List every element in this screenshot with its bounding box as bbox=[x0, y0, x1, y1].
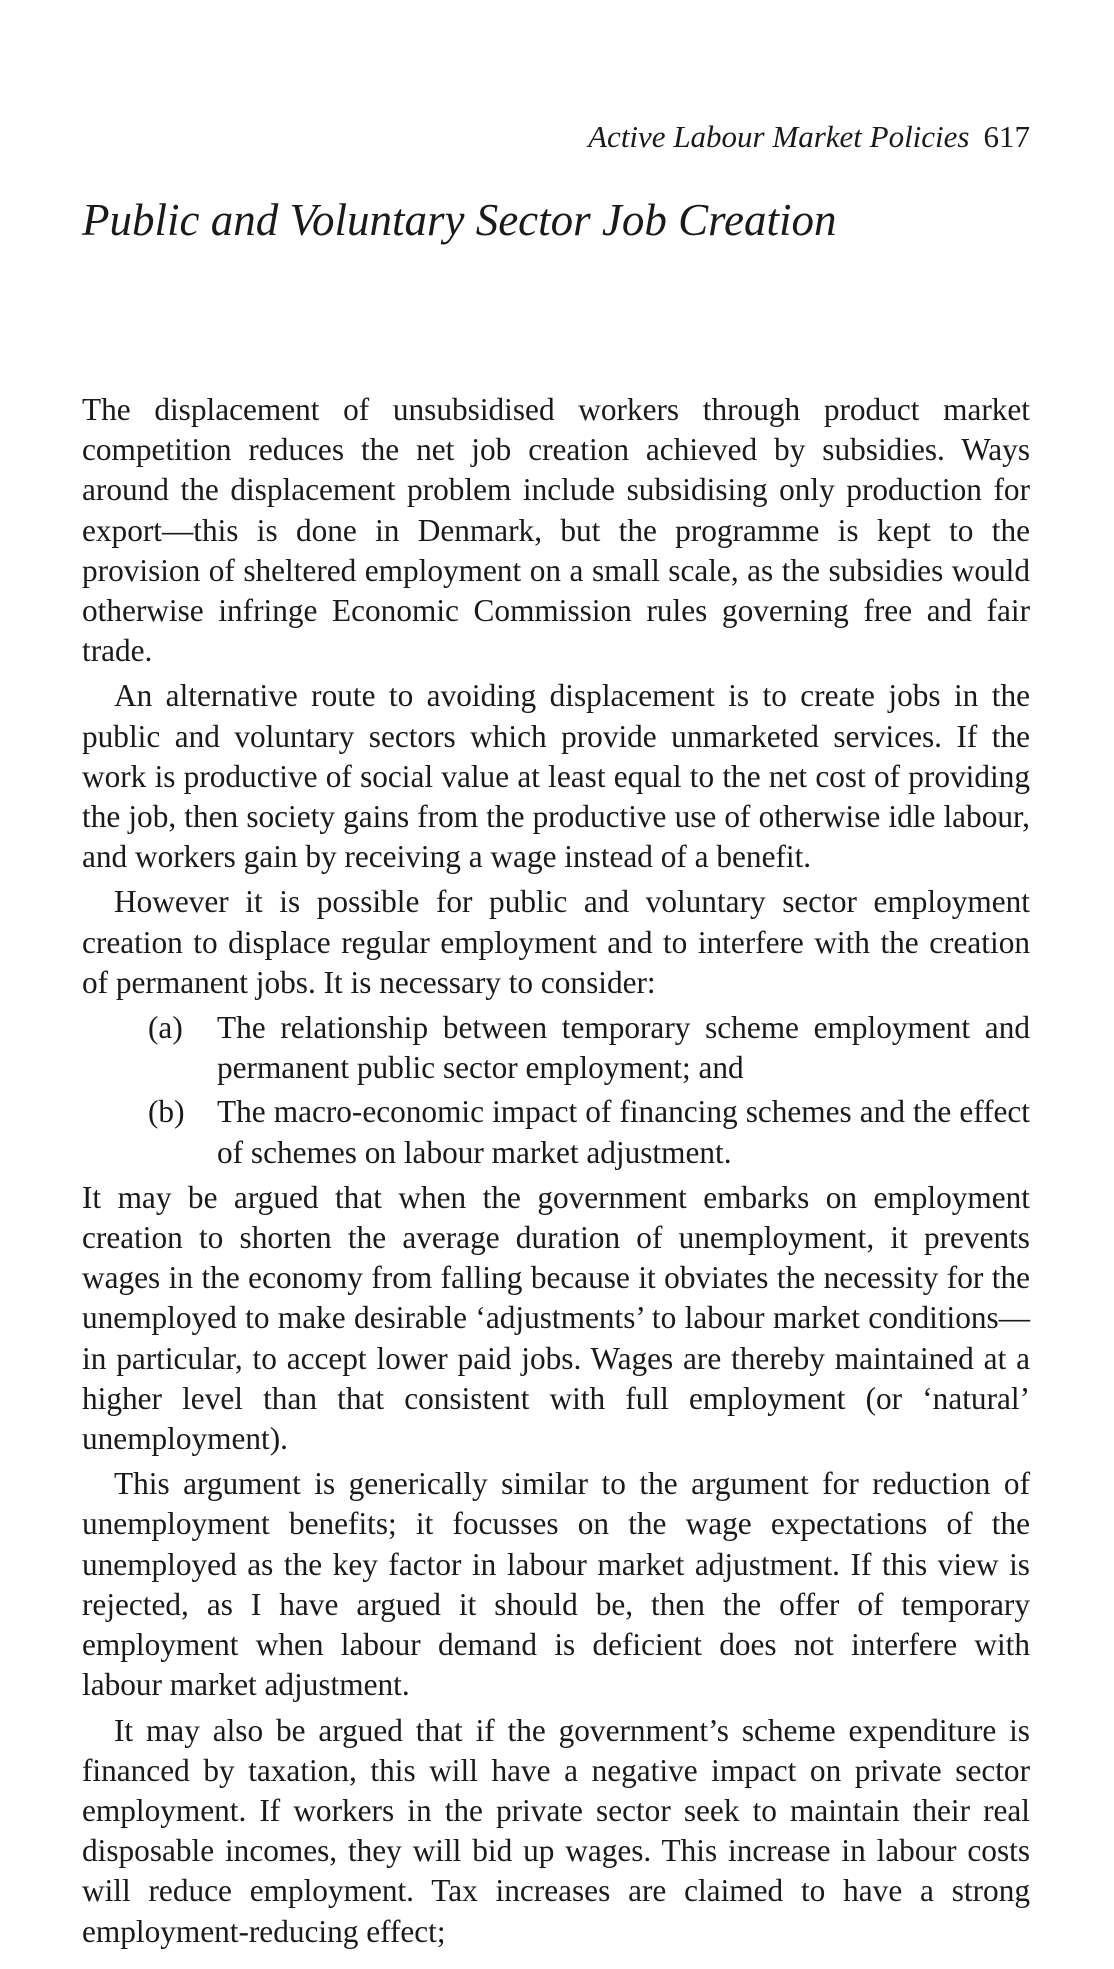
paragraph: An alternative route to avoiding displacement is to create jobs in the public and voluntary sectors which provide unmarketed services. If the work is productive of social value at least equal to the net cost of providing the job, then society gains from the productive use of otherwise idle labour, and workers gain by receiving a wage instead of a benefit. bbox=[82, 678, 1030, 875]
section-heading: Public and Voluntary Sector Job Creation bbox=[82, 195, 837, 245]
page-number: 617 bbox=[983, 119, 1030, 154]
considerations-list bbox=[82, 1008, 1030, 1173]
paragraph: It may also be argued that if the government’s scheme expenditure is financed by taxation, this will have a negative impact on private sector employment. If workers in the private sector seek to maintain their real disposable incomes, they will bid up wages. This increase in labour costs will reduce employment. Tax increases are claimed to have a strong employment-reducing effect; bbox=[82, 1712, 1030, 1949]
list-item-text: The relationship between temporary scheme employment and permanent public sector employment; and bbox=[217, 1010, 1030, 1086]
list-item bbox=[82, 1092, 1030, 1172]
list-item-text: The macro-economic impact of financing schemes and the effect of schemes on labour market adjustment. bbox=[217, 1094, 1030, 1170]
running-head-title: Active Labour Market Policies bbox=[588, 119, 970, 154]
list-item-marker: (a) bbox=[148, 1010, 183, 1046]
body-text bbox=[82, 390, 1030, 1957]
paragraph: However it is possible for public and voluntary sector employment creation to displace regular employment and to interfere with the creation of permanent jobs. It is necessary to consider: bbox=[82, 884, 1030, 1000]
paragraph: This argument is generically similar to the argument for reduction of unemployment benefits; it focusses on the wage expectations of the unemployed as the key factor in labour market adjustment. If this view is rejected, as I have argued it should be, then the offer of temporary employment when labour demand is deficient does not interfere with labour market adjustment. bbox=[82, 1466, 1030, 1703]
paragraph: It may be argued that when the government embarks on employment creation to shorten the average duration of unemployment, it prevents wages in the economy from falling because it obviates the necessity for the unemployed to make desirable ‘adjustments’ to labour market conditions—in particular, to accept lower paid jobs. Wages are thereby maintained at a higher level than that consistent with full employment (or ‘natural’ unemployment). bbox=[82, 1179, 1030, 1457]
list-item-marker: (b) bbox=[148, 1094, 185, 1130]
list-item bbox=[82, 1008, 1030, 1088]
running-head bbox=[588, 118, 1030, 156]
paragraph: The displacement of unsubsidised workers through product market competition reduces the net job creation achieved by subsidies. Ways around the displacement problem include subsidising only production for export—this is done in Denmark, but the programme is kept to the provision of sheltered employment on a small scale, as the subsidies would otherwise infringe Economic Commission rules governing free and fair trade. bbox=[82, 392, 1030, 669]
